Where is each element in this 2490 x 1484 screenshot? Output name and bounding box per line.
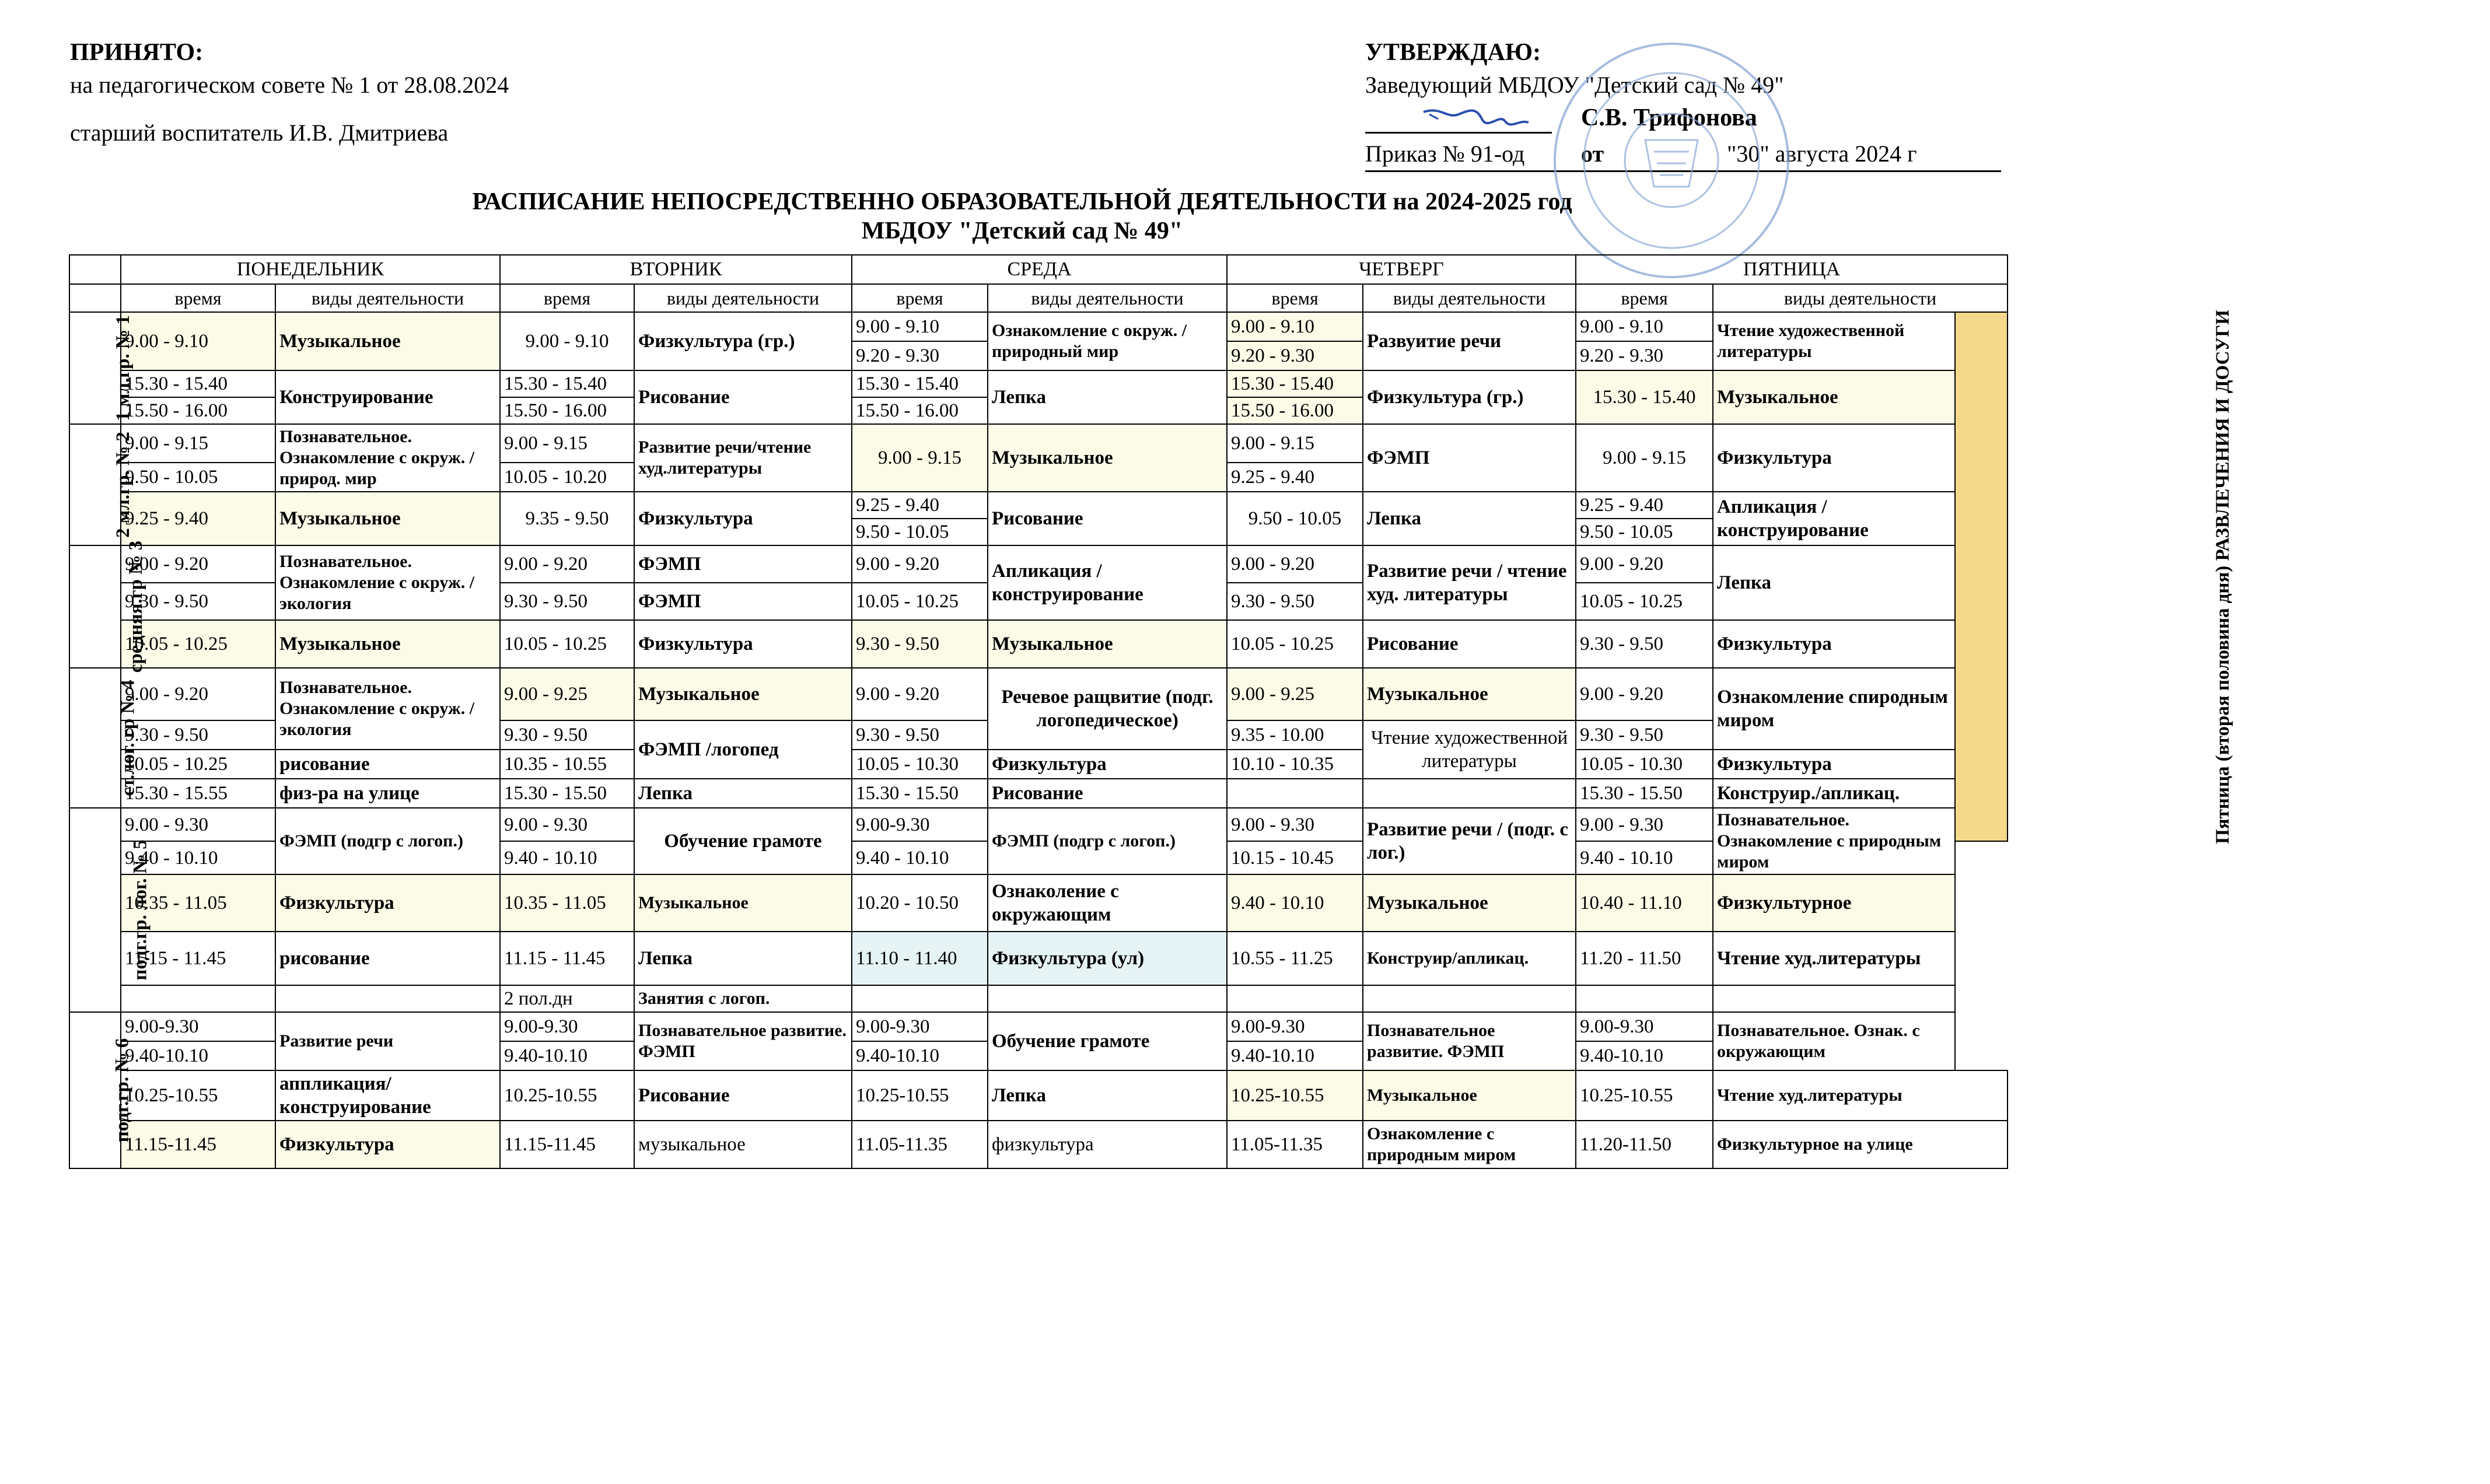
time-cell: 10.05 - 10.20 [500,463,634,492]
time-cell: 11.20-11.50 [1576,1121,1713,1168]
signature-icon [1418,102,1534,132]
time-cell: 9.35 - 10.00 [1227,720,1363,750]
time-cell: 10.05 - 10.25 [500,620,634,668]
time-cell: 15.50 - 16.00 [1227,397,1363,424]
time-cell: 10.35 - 11.05 [500,874,634,932]
time-cell: 11.10 - 11.40 [852,932,988,985]
time-cell: 15.50 - 16.00 [852,397,988,424]
time-cell: 9.30 - 9.50 [500,720,634,750]
page-title: РАСПИСАНИЕ НЕПОСРЕДСТВЕННО ОБРАЗОВАТЕЛЬНОЙ ДЕЯТЕЛЬНОСТИ на 2024-2025 год [472,188,1572,215]
time-cell: 11.15 - 11.45 [500,932,634,985]
time-cell: 9.30 - 9.50 [121,720,275,750]
table-row [69,1070,2008,1121]
activity-cell: Физкультура [1713,750,1955,779]
activity-cell: ФЭМП [634,545,852,583]
day-monday: ПОНЕДЕЛЬНИК [121,255,500,284]
senior-educator: старший воспитатель И.В. Дмитриева [70,120,449,146]
table-row [69,1121,2008,1168]
time-cell: 11.15-11.45 [500,1121,634,1168]
time-cell: 10.05 - 10.30 [852,750,988,779]
time-cell: 9.50 - 10.05 [1576,519,1713,545]
activity-cell: рисование [275,932,500,985]
group-label: подг.гр. лог. № 5 [69,808,121,1012]
col-time: время [121,284,275,312]
activity-cell: Физкультура [634,620,852,668]
time-cell: 9.35 - 9.50 [500,492,634,545]
approve-title: УТВЕРЖДАЮ: [1365,39,1541,66]
activity-cell: Чтение художественной литературы [1713,312,1955,370]
time-cell: 9.00 - 9.10 [1227,312,1363,341]
activity-cell: Познавательное. Ознакомление с окруж. /природ. мир [275,424,500,492]
activity-cell: Развитие речи / (подг. с лог.) [1363,808,1576,874]
group-label: 2 мл.гр. № 2 [69,424,121,545]
activity-cell: Физкультура [1713,424,1955,492]
time-cell: 10.25-10.55 [1227,1070,1363,1121]
activity-cell: Рисование [988,779,1227,808]
group-label: ст.лог. гр № 4 [69,668,121,808]
time-cell: 10.35 - 10.55 [500,750,634,779]
activity-cell: физкультура [988,1121,1227,1168]
activity-cell: Речевое ращвитие (подг. логопедическое) [988,668,1227,750]
activity-cell: Физкультура [634,492,852,545]
time-cell: 15.50 - 16.00 [500,397,634,424]
activity-cell: Музыкальное [1713,370,1955,424]
activity-cell: Физкультура (гр.) [1363,370,1576,424]
day-thursday: ЧЕТВЕРГ [1227,255,1576,284]
activity-cell: Обучение грамоте [634,808,852,874]
col-activity: виды деятельности [634,284,852,312]
table-row [69,492,2008,519]
time-cell: 11.15 - 11.45 [121,932,275,985]
activity-cell: Рисование [1363,620,1576,668]
order-number: Приказ № 91-од [1365,141,1525,167]
page-subtitle: МБДОУ "Детский сад № 49" [861,218,1183,244]
schedule-table [69,254,2233,1169]
time-cell: 9.30 - 9.50 [1576,620,1713,668]
head-position: Заведующий МБДОУ "Детский сад № 49" [1365,72,1784,98]
table-row [69,808,2008,841]
time-cell: 10.05 - 10.25 [121,620,275,668]
time-cell: 9.40-10.10 [121,1041,275,1070]
activity-cell: Познавательное. Ознакомление с окруж. /экология [275,668,500,750]
time-cell: 9.00 - 9.20 [1576,545,1713,583]
activity-cell: ФЭМП (подгр с логоп.) [275,808,500,874]
activity-cell: Обучение грамоте [988,1012,1227,1070]
time-cell: 9.00 - 9.10 [1576,312,1713,341]
table-row [69,620,2008,668]
time-cell: 9.00 - 9.30 [121,808,275,841]
time-cell: 10.05 - 10.25 [121,750,275,779]
time-cell: 9.40 - 10.10 [1227,874,1363,932]
activity-cell: Познавательное развитие. ФЭМП [1363,1012,1576,1070]
time-cell: 9.30 - 9.50 [852,720,988,750]
activity-cell: Музыкальное [1363,668,1576,720]
table-row [69,932,2008,985]
activity-cell: Физкультура (гр.) [634,312,852,370]
activity-cell: Лепка [988,370,1227,424]
activity-cell: Музыкальное [275,312,500,370]
col-time: время [852,284,988,312]
time-cell: 15.30 - 15.40 [852,370,988,397]
time-cell: 9.00 - 9.20 [121,545,275,583]
activity-cell: Чтение художественной литературы [1363,720,1576,779]
time-cell: 9.00 - 9.10 [121,312,275,370]
activity-cell: Физкультурное на улице [1713,1121,2008,1168]
time-cell: 9.00 - 9.20 [852,668,988,720]
activity-cell: Познавательное. Ознакомление с природным миром [1713,808,1955,874]
stamp-icon [1546,35,1797,286]
approval-block-left [70,36,509,149]
activity-cell: Музыкальное [275,492,500,545]
signature-line [1365,132,1552,134]
time-cell: 9.20 - 9.30 [852,341,988,370]
table-row [69,750,2008,779]
columns-header-row [69,284,2008,312]
table-row [69,424,2008,463]
activity-cell: Конструир./апликац. [1713,779,1955,808]
accepted-title: ПРИНЯТО: [70,39,204,66]
time-cell: 9.40 - 10.10 [852,841,988,874]
time-cell: 9.00 - 9.25 [1227,668,1363,720]
time-cell: 11.20 - 11.50 [1576,932,1713,985]
col-activity: виды деятельности [1713,284,2008,312]
time-cell: 15.30 - 15.40 [1227,370,1363,397]
table-row [69,779,2008,808]
activity-cell: Музыкальное [988,424,1227,492]
time-cell: 9.00 - 9.10 [852,312,988,341]
activity-cell: Лепка [988,1070,1227,1121]
time-cell: 9.00-9.30 [500,1012,634,1041]
activity-cell: Развитие речи/чтение худ.литературы [634,424,852,492]
activity-cell: ФЭМП [1363,424,1576,492]
time-cell: 11.05-11.35 [852,1121,988,1168]
time-cell: 9.40-10.10 [1576,1041,1713,1070]
activity-cell: физ-ра на улице [275,779,500,808]
time-cell: 9.00 - 9.20 [500,545,634,583]
activity-cell: ФЭМП [634,583,852,620]
activity-cell: Физкультура [275,1121,500,1168]
accepted-council: на педагогическом совете № 1 от 28.08.2024 [70,72,509,98]
day-tuesday: ВТОРНИК [500,255,852,284]
col-activity: виды деятельности [988,284,1227,312]
activity-cell: Ознакомление спиродным миром [1713,668,1955,750]
activity-cell: рисование [275,750,500,779]
time-cell: 9.25 - 9.40 [1576,492,1713,519]
time-cell: 10.05 - 10.25 [852,583,988,620]
activity-cell: Чтение худ.литературы [1713,1070,2008,1121]
activity-cell: Музыкальное [988,620,1227,668]
activity-cell: ФЭМП (подгр с логоп.) [988,808,1227,874]
time-cell: 9.40 - 10.10 [121,841,275,874]
time-cell: 9.20 - 9.30 [1576,341,1713,370]
activity-cell: Апликация / конструирование [988,545,1227,620]
activity-cell: Занятия с логоп. [634,985,852,1012]
time-cell: 10.20 - 10.50 [852,874,988,932]
col-time: время [500,284,634,312]
time-cell: 15.50 - 16.00 [121,397,275,424]
activity-cell: Ознаколение с окружающим [988,874,1227,932]
col-activity: виды деятельности [1363,284,1576,312]
col-time: время [1576,284,1713,312]
day-wednesday: СРЕДА [852,255,1227,284]
time-cell: 9.30 - 9.50 [500,583,634,620]
time-cell: 10.35 - 11.05 [121,874,275,932]
activity-cell: музыкальное [634,1121,852,1168]
table-row [69,874,2008,932]
activity-cell: Познавательное. Ознак. с окружающим [1713,1012,1955,1070]
table-row [69,370,2008,397]
activity-cell: Апликация / конструирование [1713,492,1955,545]
activity-cell: Лепка [1363,492,1576,545]
activity-cell: Музыкальное [275,620,500,668]
time-cell: 9.30 - 9.50 [121,583,275,620]
activity-cell: Познавательное. Ознакомление с окруж. /экология [275,545,500,620]
activity-cell: Музыкальное [634,668,852,720]
time-cell: 9.30 - 9.50 [1576,720,1713,750]
activity-cell: Развитие речи / чтение худ. литературы [1363,545,1576,620]
activity-cell: Рисование [634,370,852,424]
time-cell: 11.15-11.45 [121,1121,275,1168]
time-cell: 15.30 - 15.40 [1576,370,1713,424]
time-cell: 10.25-10.55 [852,1070,988,1121]
activity-cell: Физкультурное [1713,874,1955,932]
time-cell: 15.30 - 15.50 [1576,779,1713,808]
signer-name: С.В. Трифонова [1581,104,1757,131]
time-cell: 9.00 - 9.30 [500,808,634,841]
time-cell: 9.40 - 10.10 [1576,841,1713,874]
time-cell: 9.00 - 9.25 [500,668,634,720]
time-cell: 10.05 - 10.25 [1576,583,1713,620]
time-cell: 9.00-9.30 [852,1012,988,1041]
time-cell: 9.30 - 9.50 [1227,583,1363,620]
time-cell: 10.25-10.55 [121,1070,275,1121]
time-cell: 9.50 - 10.05 [852,519,988,545]
time-cell: 2 пол.дн [500,985,634,1012]
time-cell: 10.55 - 11.25 [1227,932,1363,985]
time-cell: 9.50 - 10.05 [1227,492,1363,545]
time-cell: 9.00 - 9.30 [1227,808,1363,841]
time-cell: 9.25 - 9.40 [852,492,988,519]
time-cell: 10.10 - 10.35 [1227,750,1363,779]
time-cell: 9.25 - 9.40 [1227,463,1363,492]
activity-cell: Лепка [1713,545,1955,620]
activity-cell: аппликация/конструирование [275,1070,500,1121]
day-friday: ПЯТНИЦА [1576,255,2008,284]
time-cell: 9.00 - 9.20 [1227,545,1363,583]
col-activity: виды деятельности [275,284,500,312]
table-row [69,668,2008,720]
time-cell: 9.00 - 9.10 [500,312,634,370]
time-cell: 9.25 - 9.40 [121,492,275,545]
time-cell: 15.30 - 15.40 [500,370,634,397]
time-cell: 9.00 - 9.15 [1227,424,1363,463]
time-cell: 9.40-10.10 [500,1041,634,1070]
activity-cell: Физкультура (ул) [988,932,1227,985]
order-date: "30" августа 2024 г [1727,141,1917,167]
activity-cell: Ознакомление с природным миром [1363,1121,1576,1168]
table-row [69,312,2008,341]
activity-cell: Музыкальное [1363,1070,1576,1121]
days-header-row [69,255,2008,284]
time-cell: 10.15 - 10.45 [1227,841,1363,874]
time-cell: 9.00 - 9.20 [121,668,275,720]
time-cell: 9.00-9.30 [852,808,988,841]
activity-cell: Чтение худ.литературы [1713,932,1955,985]
time-cell: 10.25-10.55 [500,1070,634,1121]
time-cell: 9.00-9.30 [121,1012,275,1041]
table-row [69,985,2008,1012]
table-row [69,545,2008,583]
time-cell: 9.20 - 9.30 [1227,341,1363,370]
time-cell: 10.05 - 10.25 [1227,620,1363,668]
order-from: от [1581,141,1604,167]
time-cell: 15.30 - 15.55 [121,779,275,808]
col-time: время [1227,284,1363,312]
activity-cell: Музыкальное [634,874,852,932]
time-cell: 9.40 - 10.10 [500,841,634,874]
time-cell: 15.30 - 15.50 [852,779,988,808]
activity-cell: Ознакомление с окруж. /природный мир [988,312,1227,370]
activity-cell: Физкультура [988,750,1227,779]
activity-cell: Рисование [988,492,1227,545]
time-cell: 9.00 - 9.15 [852,424,988,492]
activity-cell: Физкультура [275,874,500,932]
activity-cell: Познавательное развитие. ФЭМП [634,1012,852,1070]
table-row [69,1012,2008,1041]
time-cell: 15.30 - 15.40 [121,370,275,397]
time-cell: 9.00-9.30 [1576,1012,1713,1041]
activity-cell: Развитие речи [275,1012,500,1070]
time-cell: 9.00 - 9.15 [1576,424,1713,492]
activity-cell: ФЭМП /логопед [634,720,852,779]
time-cell: 9.00-9.30 [1227,1012,1363,1041]
time-cell: 11.05-11.35 [1227,1121,1363,1168]
time-cell: 9.00 - 9.15 [500,424,634,463]
group-label: средняя.гр № 3 [69,545,121,668]
time-cell: 9.40-10.10 [852,1041,988,1070]
activity-cell: Рисование [634,1070,852,1121]
time-cell: 9.00 - 9.20 [852,545,988,583]
group-label: 1 мл.гр. № 1 [69,312,121,424]
time-cell: 10.25-10.55 [1576,1070,1713,1121]
time-cell: 9.00 - 9.30 [1576,808,1713,841]
activity-cell: Лепка [634,779,852,808]
friday-evening-label: Пятница (вторая половина дня) РАЗВЛЕЧЕНИЯ И ДОСУГИ [1955,312,2008,841]
time-cell: 15.30 - 15.50 [500,779,634,808]
group-label: подг.гр. № 6 [69,1012,121,1168]
activity-cell: Лепка [634,932,852,985]
time-cell: 10.05 - 10.30 [1576,750,1713,779]
time-cell: 9.40-10.10 [1227,1041,1363,1070]
activity-cell: Конструир/апликац. [1363,932,1576,985]
time-cell: 9.00 - 9.15 [121,424,275,463]
activity-cell: Музыкальное [1363,874,1576,932]
activity-cell: Физкультура [1713,620,1955,668]
activity-cell: Развуитие речи [1363,312,1576,370]
time-cell: 9.30 - 9.50 [852,620,988,668]
time-cell: 9.50 - 10.05 [121,463,275,492]
activity-cell: Конструирование [275,370,500,424]
time-cell: 10.40 - 11.10 [1576,874,1713,932]
time-cell: 9.00 - 9.20 [1576,668,1713,720]
